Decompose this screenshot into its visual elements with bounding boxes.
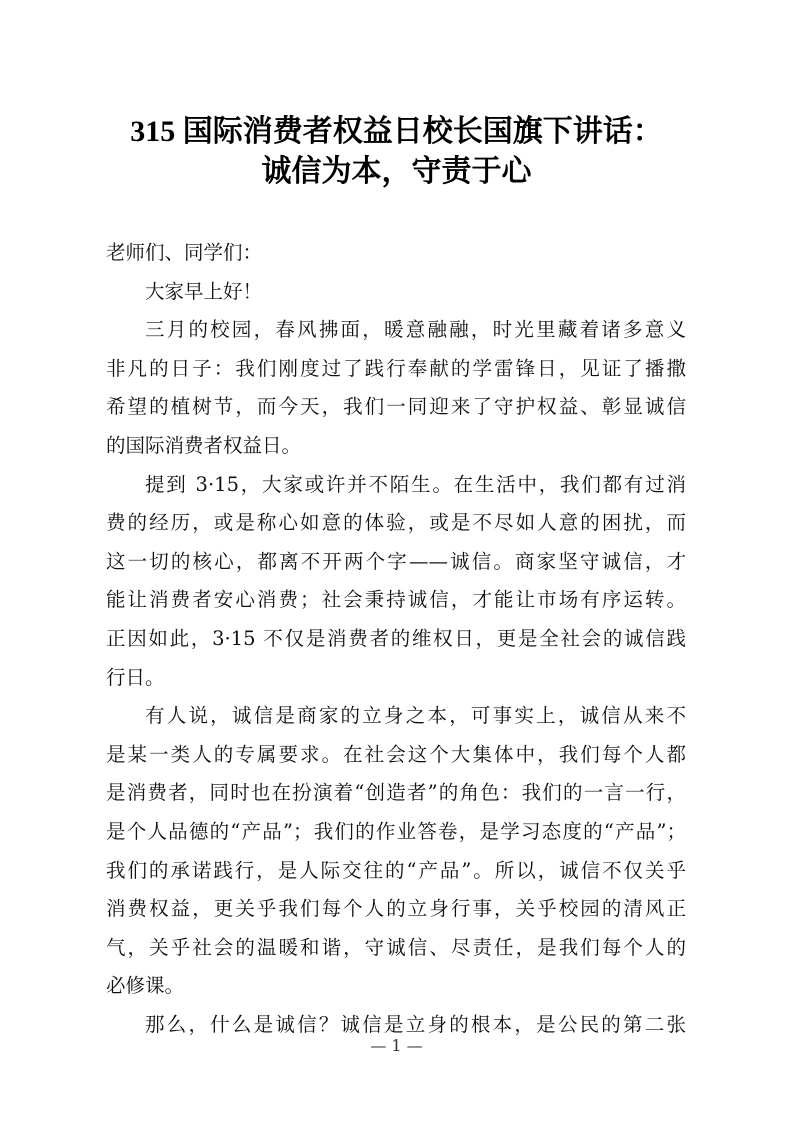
body-text-line: 是某一类人的专属要求。在社会这个大集体中，我们每个人都 xyxy=(106,742,686,766)
body-text-line: 必修课。 xyxy=(106,974,185,998)
body-text-line: 老师们、同学们： xyxy=(106,241,263,264)
body-text-line: 气，关乎社会的温暖和谐，守诚信、尽责任，是我们每个人的 xyxy=(106,935,686,959)
body-text-line: 提到 3·15，大家或许并不陌生。在生活中，我们都有过消 xyxy=(145,472,686,496)
body-text-line: 三月的校园，春风拂面，暖意融融，时光里藏着诸多意义 xyxy=(145,318,686,342)
body-text-line: 这一切的核心，都离不开两个字——诚信。商家坚守诚信，才 xyxy=(106,549,686,573)
page-number: — 1 — xyxy=(370,1036,423,1055)
body-text-line: 有人说，诚信是商家的立身之本，可事实上，诚信从来不 xyxy=(145,704,686,728)
body-text-line: 我们的承诺践行，是人际交往的“产品”。所以，诚信不仅关乎 xyxy=(106,858,686,882)
body-text-line: 费的经历，或是称心如意的体验，或是不尽如人意的困扰，而 xyxy=(106,511,686,535)
body-text-line: 希望的植树节，而今天，我们一同迎来了守护权益、彰显诚信 xyxy=(106,395,686,419)
body-text-line: 行日。 xyxy=(106,665,165,689)
body-text-line: 的国际消费者权益日。 xyxy=(106,433,302,457)
body-text-line: 正因如此，3·15 不仅是消费者的维权日，更是全社会的诚信践 xyxy=(106,626,686,650)
body-text-line: 大家早上好！ xyxy=(145,279,263,303)
body-text-line: 消费权益，更关乎我们每个人的立身行事，关乎校园的清风正 xyxy=(106,897,686,921)
document-title-line-1: 315 国际消费者权益日校长国旗下讲话： xyxy=(130,115,663,148)
body-text-line: 是个人品德的“产品”；我们的作业答卷，是学习态度的“产品”； xyxy=(106,819,686,843)
body-text-line: 能让消费者安心消费；社会秉持诚信，才能让市场有序运转。 xyxy=(106,588,686,612)
body-text-line: 非凡的日子：我们刚度过了践行奉献的学雷锋日，见证了播撒 xyxy=(106,356,686,380)
body-text-line: 那么，什么是诚信？诚信是立身的根本，是公民的第二张 xyxy=(145,1012,686,1036)
body-text-line: 是消费者，同时也在扮演着“创造者”的角色：我们的一言一行， xyxy=(106,781,686,805)
document-body xyxy=(106,234,686,1044)
document-title-line-2: 诚信为本，守责于心 xyxy=(261,155,532,188)
